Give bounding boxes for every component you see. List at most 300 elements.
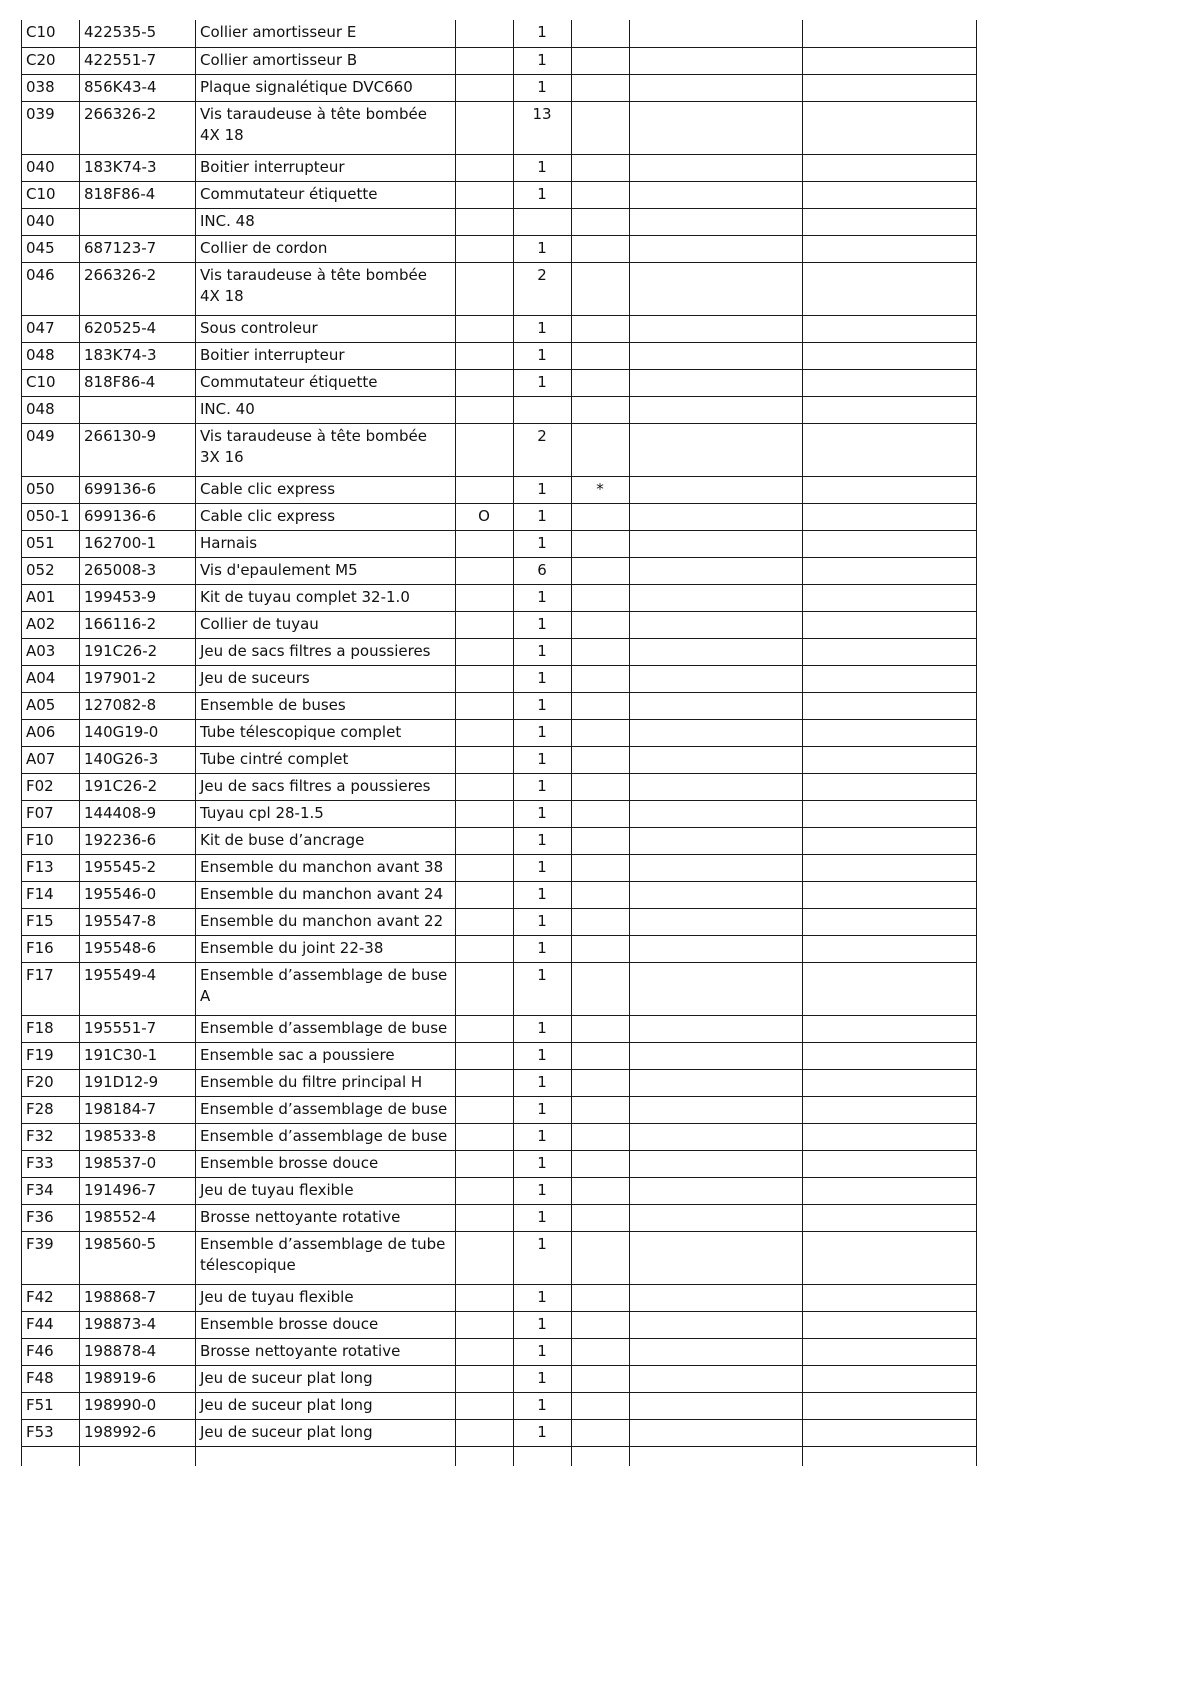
table-row (22, 1177, 977, 1204)
part-number-cell: 183K74-3 (80, 154, 196, 181)
description-cell: INC. 48 (196, 208, 456, 235)
description-cell: Brosse nettoyante rotative (196, 1338, 456, 1365)
note-cell (630, 881, 803, 908)
mark-cell (572, 154, 630, 181)
description-cell: Jeu de suceur plat long (196, 1419, 456, 1446)
note-cell (630, 773, 803, 800)
note-cell (630, 692, 803, 719)
ref-number-cell: 048 (22, 342, 80, 369)
note-cell (630, 827, 803, 854)
note-cell (803, 208, 977, 235)
ref-number-cell: 039 (22, 101, 80, 154)
note-cell (803, 584, 977, 611)
mark-cell (572, 342, 630, 369)
quantity-cell: 1 (514, 1284, 572, 1311)
mark-cell (572, 1069, 630, 1096)
part-number-cell: 198537-0 (80, 1150, 196, 1177)
description-cell: Ensemble d’assemblage de tube télescopique (196, 1231, 456, 1284)
part-number-cell: 195545-2 (80, 854, 196, 881)
option-cell (456, 908, 514, 935)
part-number-cell: 195547-8 (80, 908, 196, 935)
table-row (22, 262, 977, 315)
description-cell: Cable clic express (196, 503, 456, 530)
note-cell (630, 262, 803, 315)
mark-cell (572, 665, 630, 692)
table-row (22, 342, 977, 369)
part-number-cell: 265008-3 (80, 557, 196, 584)
part-number-cell: 192236-6 (80, 827, 196, 854)
empty-cell (803, 1446, 977, 1466)
option-cell (456, 423, 514, 476)
note-cell (803, 396, 977, 423)
note-cell (630, 557, 803, 584)
table-row (22, 1365, 977, 1392)
table-row (22, 962, 977, 1015)
mark-cell (572, 935, 630, 962)
table-row (22, 584, 977, 611)
table-row (22, 235, 977, 262)
quantity-cell: 1 (514, 1231, 572, 1284)
note-cell (803, 611, 977, 638)
description-cell: Harnais (196, 530, 456, 557)
mark-cell (572, 746, 630, 773)
option-cell (456, 47, 514, 74)
ref-number-cell: A07 (22, 746, 80, 773)
ref-number-cell: F15 (22, 908, 80, 935)
part-number-cell: 191D12-9 (80, 1069, 196, 1096)
description-cell: Ensemble brosse douce (196, 1150, 456, 1177)
note-cell (803, 854, 977, 881)
ref-number-cell: F10 (22, 827, 80, 854)
mark-cell (572, 611, 630, 638)
quantity-cell: 1 (514, 181, 572, 208)
mark-cell (572, 1338, 630, 1365)
note-cell (630, 800, 803, 827)
description-cell: Tube cintré complet (196, 746, 456, 773)
note-cell (803, 1392, 977, 1419)
ref-number-cell: A06 (22, 719, 80, 746)
quantity-cell: 1 (514, 1177, 572, 1204)
description-cell: Jeu de suceur plat long (196, 1365, 456, 1392)
option-cell (456, 1015, 514, 1042)
option-cell (456, 1069, 514, 1096)
note-cell (803, 154, 977, 181)
quantity-cell: 1 (514, 773, 572, 800)
table-row (22, 665, 977, 692)
note-cell (630, 1284, 803, 1311)
table-row (22, 154, 977, 181)
note-cell (803, 773, 977, 800)
quantity-cell: 2 (514, 423, 572, 476)
note-cell (630, 719, 803, 746)
table-row (22, 773, 977, 800)
description-cell: Vis taraudeuse à tête bombée 3X 16 (196, 423, 456, 476)
note-cell (803, 1096, 977, 1123)
quantity-cell: 1 (514, 746, 572, 773)
ref-number-cell: 049 (22, 423, 80, 476)
mark-cell (572, 47, 630, 74)
description-cell: Commutateur étiquette (196, 369, 456, 396)
description-cell: Ensemble d’assemblage de buse (196, 1096, 456, 1123)
note-cell (803, 1365, 977, 1392)
note-cell (630, 962, 803, 1015)
option-cell (456, 1177, 514, 1204)
part-number-cell: 198919-6 (80, 1365, 196, 1392)
note-cell (630, 208, 803, 235)
ref-number-cell: 050 (22, 476, 80, 503)
note-cell (630, 1204, 803, 1231)
description-cell: Plaque signalétique DVC660 (196, 74, 456, 101)
table-row (22, 1042, 977, 1069)
quantity-cell: 6 (514, 557, 572, 584)
description-cell: Jeu de tuyau flexible (196, 1177, 456, 1204)
quantity-cell: 1 (514, 881, 572, 908)
ref-number-cell: 052 (22, 557, 80, 584)
description-cell: Ensemble brosse douce (196, 1311, 456, 1338)
note-cell (630, 235, 803, 262)
description-cell: Ensemble d’assemblage de buse (196, 1123, 456, 1150)
mark-cell (572, 1177, 630, 1204)
quantity-cell: 1 (514, 1419, 572, 1446)
description-cell: INC. 40 (196, 396, 456, 423)
ref-number-cell: 045 (22, 235, 80, 262)
quantity-cell: 1 (514, 1365, 572, 1392)
ref-number-cell: A04 (22, 665, 80, 692)
quantity-cell (514, 208, 572, 235)
description-cell: Tuyau cpl 28-1.5 (196, 800, 456, 827)
mark-cell (572, 1204, 630, 1231)
quantity-cell: 1 (514, 1015, 572, 1042)
description-cell: Jeu de sacs filtres a poussieres (196, 638, 456, 665)
option-cell (456, 1231, 514, 1284)
quantity-cell: 1 (514, 827, 572, 854)
part-number-cell: 183K74-3 (80, 342, 196, 369)
mark-cell (572, 1419, 630, 1446)
option-cell (456, 154, 514, 181)
mark-cell (572, 315, 630, 342)
table-row (22, 1284, 977, 1311)
ref-number-cell: F44 (22, 1311, 80, 1338)
table-row (22, 746, 977, 773)
table-row (22, 1338, 977, 1365)
option-cell (456, 881, 514, 908)
mark-cell (572, 1365, 630, 1392)
mark-cell (572, 423, 630, 476)
note-cell (803, 638, 977, 665)
table-row (22, 530, 977, 557)
mark-cell (572, 1311, 630, 1338)
note-cell (630, 611, 803, 638)
ref-number-cell: F51 (22, 1392, 80, 1419)
table-row (22, 1311, 977, 1338)
description-cell: Vis taraudeuse à tête bombée 4X 18 (196, 262, 456, 315)
table-row-continued (22, 1446, 977, 1466)
note-cell (803, 74, 977, 101)
part-number-cell: 191C26-2 (80, 773, 196, 800)
part-number-cell: 422535-5 (80, 20, 196, 47)
note-cell (803, 800, 977, 827)
note-cell (803, 827, 977, 854)
mark-cell (572, 235, 630, 262)
note-cell (630, 1069, 803, 1096)
part-number-cell: 198868-7 (80, 1284, 196, 1311)
note-cell (803, 962, 977, 1015)
table-row (22, 181, 977, 208)
note-cell (803, 692, 977, 719)
table-row (22, 74, 977, 101)
option-cell (456, 235, 514, 262)
quantity-cell: 1 (514, 854, 572, 881)
part-number-cell: 191496-7 (80, 1177, 196, 1204)
note-cell (803, 1311, 977, 1338)
option-cell (456, 935, 514, 962)
mark-cell (572, 530, 630, 557)
mark-cell (572, 1042, 630, 1069)
description-cell: Jeu de sacs filtres a poussieres (196, 773, 456, 800)
ref-number-cell: F13 (22, 854, 80, 881)
quantity-cell: 1 (514, 1150, 572, 1177)
quantity-cell: 1 (514, 530, 572, 557)
description-cell: Vis taraudeuse à tête bombée 4X 18 (196, 101, 456, 154)
note-cell (630, 1338, 803, 1365)
note-cell (803, 1284, 977, 1311)
mark-cell (572, 396, 630, 423)
note-cell (803, 101, 977, 154)
description-cell: Vis d'epaulement M5 (196, 557, 456, 584)
note-cell (803, 369, 977, 396)
mark-cell (572, 854, 630, 881)
mark-cell (572, 503, 630, 530)
table-row (22, 1419, 977, 1446)
note-cell (630, 181, 803, 208)
quantity-cell: 1 (514, 154, 572, 181)
quantity-cell: 1 (514, 908, 572, 935)
option-cell (456, 584, 514, 611)
part-number-cell: 199453-9 (80, 584, 196, 611)
note-cell (630, 74, 803, 101)
note-cell (803, 47, 977, 74)
mark-cell (572, 1284, 630, 1311)
option-cell (456, 746, 514, 773)
note-cell (630, 1123, 803, 1150)
option-cell (456, 800, 514, 827)
note-cell (803, 235, 977, 262)
quantity-cell: 1 (514, 1311, 572, 1338)
quantity-cell: 1 (514, 1204, 572, 1231)
part-number-cell (80, 208, 196, 235)
description-cell: Ensemble de buses (196, 692, 456, 719)
option-cell (456, 827, 514, 854)
mark-cell (572, 1392, 630, 1419)
note-cell (630, 369, 803, 396)
ref-number-cell: F14 (22, 881, 80, 908)
note-cell (630, 1231, 803, 1284)
note-cell (630, 1177, 803, 1204)
description-cell: Kit de buse d’ancrage (196, 827, 456, 854)
option-cell (456, 1392, 514, 1419)
description-cell: Ensemble d’assemblage de buse (196, 1015, 456, 1042)
option-cell (456, 1311, 514, 1338)
table-row (22, 935, 977, 962)
note-cell (630, 101, 803, 154)
ref-number-cell: 048 (22, 396, 80, 423)
mark-cell (572, 908, 630, 935)
option-cell (456, 611, 514, 638)
note-cell (630, 908, 803, 935)
option-cell (456, 20, 514, 47)
table-row (22, 47, 977, 74)
description-cell: Collier amortisseur B (196, 47, 456, 74)
note-cell (630, 342, 803, 369)
ref-number-cell: F17 (22, 962, 80, 1015)
mark-cell (572, 800, 630, 827)
note-cell (803, 20, 977, 47)
mark-cell (572, 584, 630, 611)
table-row (22, 1096, 977, 1123)
part-number-cell (80, 396, 196, 423)
note-cell (630, 1042, 803, 1069)
part-number-cell: 166116-2 (80, 611, 196, 638)
part-number-cell: 198560-5 (80, 1231, 196, 1284)
empty-cell (80, 1446, 196, 1466)
note-cell (630, 584, 803, 611)
part-number-cell: 818F86-4 (80, 369, 196, 396)
note-cell (630, 47, 803, 74)
quantity-cell: 1 (514, 800, 572, 827)
note-cell (803, 908, 977, 935)
empty-cell (514, 1446, 572, 1466)
description-cell: Ensemble du manchon avant 22 (196, 908, 456, 935)
parts-list-body (22, 20, 977, 1466)
option-cell (456, 557, 514, 584)
parts-list-table (21, 20, 977, 1466)
mark-cell (572, 638, 630, 665)
ref-number-cell: F39 (22, 1231, 80, 1284)
note-cell (803, 746, 977, 773)
ref-number-cell: F07 (22, 800, 80, 827)
table-row (22, 908, 977, 935)
ref-number-cell: C10 (22, 369, 80, 396)
part-number-cell: 699136-6 (80, 476, 196, 503)
option-cell (456, 773, 514, 800)
option-cell (456, 396, 514, 423)
option-cell (456, 1204, 514, 1231)
mark-cell (572, 208, 630, 235)
ref-number-cell: C20 (22, 47, 80, 74)
quantity-cell: 1 (514, 692, 572, 719)
option-cell (456, 692, 514, 719)
table-row (22, 476, 977, 503)
empty-cell (456, 1446, 514, 1466)
part-number-cell: 198990-0 (80, 1392, 196, 1419)
note-cell (803, 1419, 977, 1446)
ref-number-cell: F16 (22, 935, 80, 962)
note-cell (803, 665, 977, 692)
table-row (22, 1150, 977, 1177)
option-cell (456, 962, 514, 1015)
mark-cell (572, 369, 630, 396)
note-cell (803, 1177, 977, 1204)
table-row (22, 719, 977, 746)
ref-number-cell: F32 (22, 1123, 80, 1150)
part-number-cell: 687123-7 (80, 235, 196, 262)
table-row (22, 396, 977, 423)
part-number-cell: 856K43-4 (80, 74, 196, 101)
note-cell (803, 1150, 977, 1177)
description-cell: Kit de tuyau complet 32-1.0 (196, 584, 456, 611)
description-cell: Ensemble sac a poussiere (196, 1042, 456, 1069)
part-number-cell: 266130-9 (80, 423, 196, 476)
quantity-cell: 1 (514, 47, 572, 74)
quantity-cell: 1 (514, 503, 572, 530)
option-cell (456, 315, 514, 342)
note-cell (630, 396, 803, 423)
table-row (22, 1204, 977, 1231)
description-cell: Ensemble du joint 22-38 (196, 935, 456, 962)
mark-cell (572, 1123, 630, 1150)
note-cell (630, 1419, 803, 1446)
description-cell: Collier de tuyau (196, 611, 456, 638)
note-cell (630, 503, 803, 530)
mark-cell (572, 101, 630, 154)
quantity-cell: 1 (514, 665, 572, 692)
note-cell (803, 881, 977, 908)
part-number-cell: 198184-7 (80, 1096, 196, 1123)
table-row (22, 881, 977, 908)
note-cell (803, 557, 977, 584)
part-number-cell: 191C26-2 (80, 638, 196, 665)
ref-number-cell: F02 (22, 773, 80, 800)
ref-number-cell: F19 (22, 1042, 80, 1069)
note-cell (803, 503, 977, 530)
note-cell (803, 423, 977, 476)
note-cell (630, 315, 803, 342)
note-cell (803, 181, 977, 208)
note-cell (630, 423, 803, 476)
note-cell (803, 1231, 977, 1284)
note-cell (803, 1204, 977, 1231)
mark-cell (572, 1231, 630, 1284)
quantity-cell: 1 (514, 1069, 572, 1096)
option-cell (456, 1338, 514, 1365)
part-number-cell: 140G19-0 (80, 719, 196, 746)
quantity-cell: 1 (514, 935, 572, 962)
table-row (22, 208, 977, 235)
note-cell (630, 1015, 803, 1042)
note-cell (630, 154, 803, 181)
ref-number-cell: A05 (22, 692, 80, 719)
quantity-cell: 1 (514, 962, 572, 1015)
ref-number-cell: F18 (22, 1015, 80, 1042)
ref-number-cell: 038 (22, 74, 80, 101)
option-cell (456, 854, 514, 881)
note-cell (630, 746, 803, 773)
option-cell (456, 342, 514, 369)
description-cell: Jeu de suceur plat long (196, 1392, 456, 1419)
quantity-cell: 13 (514, 101, 572, 154)
option-cell (456, 719, 514, 746)
description-cell: Boitier interrupteur (196, 342, 456, 369)
mark-cell (572, 719, 630, 746)
description-cell: Ensemble d’assemblage de buse A (196, 962, 456, 1015)
ref-number-cell: 047 (22, 315, 80, 342)
table-row (22, 1069, 977, 1096)
table-row (22, 1015, 977, 1042)
option-cell (456, 1419, 514, 1446)
description-cell: Ensemble du filtre principal H (196, 1069, 456, 1096)
empty-cell (630, 1446, 803, 1466)
option-cell (456, 1123, 514, 1150)
